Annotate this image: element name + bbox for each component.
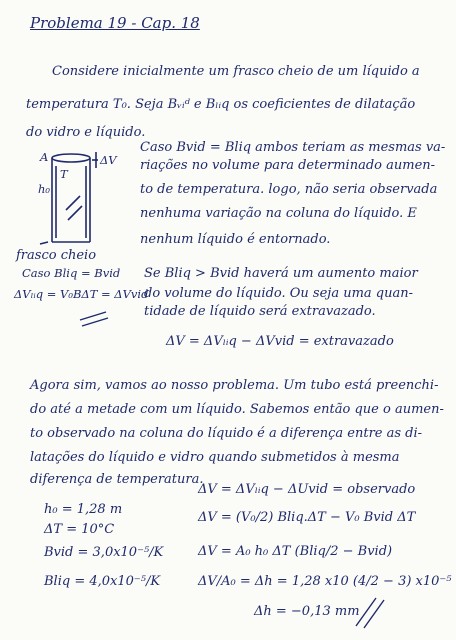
derivation-line-1: ΔV = ΔVₗᵢq − ΔUvid = observado bbox=[198, 482, 416, 497]
side-note-frasco: frasco cheio bbox=[16, 248, 97, 263]
case-equal-line-3: to de temperatura. logo, não seria observada bbox=[140, 182, 438, 197]
intro-line-1: Considere inicialmente um frasco cheio de um líquido a bbox=[52, 64, 420, 79]
case-equal-line-5: nenhum líquido é entornado. bbox=[140, 232, 331, 247]
sketch-label-delta-v: ΔV bbox=[100, 153, 117, 167]
derivation-line-4: ΔV/A₀ = Δh = 1,28 x10 (4/2 − 3) x10⁻⁵ bbox=[198, 574, 452, 589]
side-note-equation: ΔVₗᵢq = V₀BΔT = ΔVvid bbox=[14, 287, 149, 301]
problem-line-4: latações do líquido e vidro quando submetidos à mesma bbox=[30, 450, 400, 465]
case-equal-line-2: riações no volume para determinado aumen- bbox=[140, 158, 436, 173]
intro-line-2: temperatura T₀. Seja Bᵥᵢᵈ e Bₗᵢq os coeficientes de dilatação bbox=[26, 97, 416, 112]
given-b-vid: Bvid = 3,0x10⁻⁵/K bbox=[44, 545, 164, 560]
given-h0: h₀ = 1,28 m bbox=[44, 502, 123, 517]
case-greater-line-1: Se Bliq > Bvid haverá um aumento maior bbox=[144, 266, 418, 281]
derivation-line-2: ΔV = (V₀/2) Bliq.ΔT − V₀ Bvid ΔT bbox=[198, 510, 416, 525]
case-equal-line-4: nenhuma variação na coluna do líquido. E bbox=[140, 206, 417, 221]
intro-line-3: do vidro e líquido. bbox=[26, 125, 146, 140]
case-equal-line-1: Caso Bvid = Bliq ambos teriam as mesmas va- bbox=[140, 140, 446, 155]
side-note-caso: Caso Bliq = Bvid bbox=[22, 266, 121, 280]
case-greater-line-2: do volume do líquido. Ou seja uma quan- bbox=[144, 286, 414, 301]
given-delta-t: ΔT = 10°C bbox=[44, 522, 115, 537]
sketch-label-h0: h₀ bbox=[38, 182, 51, 196]
sketch-label-t: T bbox=[60, 167, 68, 181]
derivation-line-3: ΔV = A₀ h₀ ΔT (Bliq/2 − Bvid) bbox=[198, 544, 393, 559]
derivation-result: Δh = −0,13 mm bbox=[254, 604, 360, 619]
equation-main: ΔV = ΔVₗᵢq − ΔVvid = extravazado bbox=[166, 334, 394, 349]
problem-line-2: do até a metade com um líquido. Sabemos então que o aumen- bbox=[30, 402, 444, 417]
problem-line-5: diferença de temperatura. bbox=[30, 472, 204, 487]
problem-line-3: to observado na coluna do líquido é a diferença entre as di- bbox=[30, 426, 423, 441]
page-title: Problema 19 - Cap. 18 bbox=[30, 14, 200, 32]
case-greater-line-3: tidade de líquido será extravazado. bbox=[144, 304, 376, 319]
sketch-label-a: A bbox=[40, 150, 49, 164]
problem-line-1: Agora sim, vamos ao nosso problema. Um tubo está preenchi- bbox=[30, 378, 439, 393]
given-b-liq: Bliq = 4,0x10⁻⁵/K bbox=[44, 574, 161, 589]
